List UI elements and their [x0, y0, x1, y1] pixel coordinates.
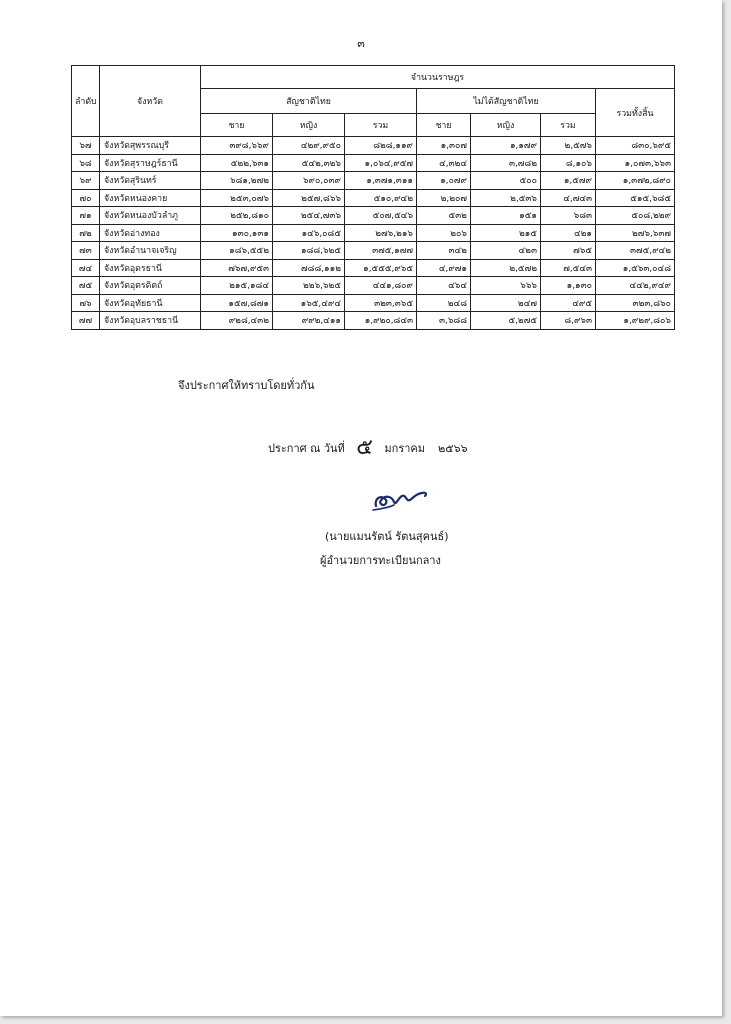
- thai-total-cell: ๑,๓๗๑,๓๑๑: [345, 172, 417, 190]
- non-thai-male-cell: ๔๖๔: [417, 277, 471, 295]
- non-thai-male-cell: ๒,๒๐๗: [417, 189, 471, 207]
- thai-female-cell: ๒๕๔,๗๓๖: [273, 207, 345, 225]
- table-row: [72, 137, 675, 155]
- thai-total-cell: ๒๗๖,๒๑๖: [345, 224, 417, 242]
- header-non-thai-male: ชาย: [417, 114, 471, 137]
- non-thai-male-cell: ๕๓๒: [417, 207, 471, 225]
- table-row: [72, 172, 675, 190]
- row-province-cell: จังหวัดอุตรดิตถ์: [100, 277, 201, 295]
- thai-male-cell: ๑๘๖,๕๕๒: [201, 242, 273, 260]
- thai-total-cell: ๔๔๑,๘๐๙: [345, 277, 417, 295]
- row-province-cell: จังหวัดอ่างทอง: [100, 224, 201, 242]
- non-thai-total-cell: ๑,๑๓๐: [541, 277, 596, 295]
- non-thai-male-cell: ๑,๐๗๙: [417, 172, 471, 190]
- thai-male-cell: ๖๘๑,๒๗๒: [201, 172, 273, 190]
- row-province-cell: จังหวัดสุรินทร์: [100, 172, 201, 190]
- thai-total-cell: ๕๑๐,๙๔๒: [345, 189, 417, 207]
- non-thai-female-cell: ๕,๒๗๕: [471, 312, 541, 330]
- row-index-cell: ๖๙: [72, 172, 100, 190]
- thai-total-cell: ๕๐๗,๕๔๖: [345, 207, 417, 225]
- grand-total-cell: ๓๗๕,๙๔๒: [596, 242, 675, 260]
- grand-total-cell: ๕๑๕,๖๘๕: [596, 189, 675, 207]
- table-row: [72, 242, 675, 260]
- page-number: ๓: [357, 37, 365, 50]
- thai-male-cell: ๒๕๓,๐๗๖: [201, 189, 273, 207]
- table-row: [72, 294, 675, 312]
- closing-statement: จึงประกาศให้ทราบโดยทั่วกัน: [178, 379, 315, 392]
- row-index-cell: ๗๗: [72, 312, 100, 330]
- grand-total-cell: ๘๓๐,๖๙๕: [596, 137, 675, 155]
- thai-total-cell: ๘๒๘,๑๑๙: [345, 137, 417, 155]
- signer-title: ผู้อำนวยการทะเบียนกลาง: [320, 554, 441, 567]
- non-thai-male-cell: ๔,๓๒๔: [417, 154, 471, 172]
- announcement-day: ๕: [356, 435, 373, 460]
- non-thai-total-cell: ๘,๑๐๖: [541, 154, 596, 172]
- thai-male-cell: ๑๓๐,๑๓๑: [201, 224, 273, 242]
- thai-total-cell: ๑,๕๕๕,๙๖๕: [345, 259, 417, 277]
- thai-female-cell: ๙๙๒,๔๑๑: [273, 312, 345, 330]
- header-non-thai-female: หญิง: [471, 114, 541, 137]
- signature-image: [370, 484, 430, 512]
- thai-female-cell: ๗๘๘,๑๑๒: [273, 259, 345, 277]
- thai-male-cell: ๙๒๘,๔๓๒: [201, 312, 273, 330]
- thai-male-cell: ๑๕๗,๘๗๑: [201, 294, 273, 312]
- announcement-month: มกราคม: [384, 442, 426, 455]
- thai-female-cell: ๑๖๕,๔๙๔: [273, 294, 345, 312]
- announcement-prefix: ประกาศ ณ วันที่: [268, 442, 345, 455]
- header-province: จังหวัด: [100, 66, 201, 137]
- row-index-cell: ๗๖: [72, 294, 100, 312]
- row-province-cell: จังหวัดหนองคาย: [100, 189, 201, 207]
- thai-female-cell: ๔๒๙,๙๕๐: [273, 137, 345, 155]
- row-province-cell: จังหวัดสุพรรณบุรี: [100, 137, 201, 155]
- thai-total-cell: ๓๗๕,๑๗๗: [345, 242, 417, 260]
- grand-total-cell: ๕๐๘,๒๒๙: [596, 207, 675, 225]
- row-index-cell: ๗๔: [72, 259, 100, 277]
- announcement-date: [268, 427, 468, 462]
- row-index-cell: ๗๑: [72, 207, 100, 225]
- row-province-cell: จังหวัดหนองบัวลำภู: [100, 207, 201, 225]
- signer-name: (นายแมนรัตน์ รัตนสุคนธ์): [325, 530, 449, 543]
- table-row: [72, 312, 675, 330]
- row-index-cell: ๗๐: [72, 189, 100, 207]
- non-thai-female-cell: ๒๑๕: [471, 224, 541, 242]
- table-row: [72, 207, 675, 225]
- non-thai-total-cell: ๘,๙๖๓: [541, 312, 596, 330]
- row-index-cell: ๗๒: [72, 224, 100, 242]
- thai-female-cell: ๖๙๐,๐๓๙: [273, 172, 345, 190]
- non-thai-total-cell: ๖๘๓: [541, 207, 596, 225]
- header-thai-male: ชาย: [201, 114, 273, 137]
- non-thai-female-cell: ๔๒๓: [471, 242, 541, 260]
- non-thai-total-cell: ๔๙๕: [541, 294, 596, 312]
- header-thai-female: หญิง: [273, 114, 345, 137]
- table-row: [72, 189, 675, 207]
- thai-female-cell: ๒๕๗,๘๖๖: [273, 189, 345, 207]
- grand-total-cell: ๑,๕๖๓,๐๔๘: [596, 259, 675, 277]
- header-index: ลำดับ: [72, 66, 100, 137]
- population-table: [71, 65, 675, 330]
- grand-total-cell: ๑,๓๗๒,๘๙๐: [596, 172, 675, 190]
- non-thai-male-cell: ๓,๖๘๘: [417, 312, 471, 330]
- table-row: [72, 277, 675, 295]
- row-index-cell: ๗๕: [72, 277, 100, 295]
- row-province-cell: จังหวัดอำนาจเจริญ: [100, 242, 201, 260]
- grand-total-cell: ๓๒๓,๘๖๐: [596, 294, 675, 312]
- row-province-cell: จังหวัดอุดรธานี: [100, 259, 201, 277]
- thai-female-cell: ๕๔๒,๓๒๖: [273, 154, 345, 172]
- thai-total-cell: ๑,๙๒๐,๘๔๓: [345, 312, 417, 330]
- table-row: [72, 224, 675, 242]
- non-thai-total-cell: ๗,๕๔๓: [541, 259, 596, 277]
- thai-total-cell: ๓๒๓,๓๖๕: [345, 294, 417, 312]
- non-thai-total-cell: ๒,๕๗๖: [541, 137, 596, 155]
- row-province-cell: จังหวัดสุราษฎร์ธานี: [100, 154, 201, 172]
- table-row: [72, 259, 675, 277]
- header-thai-total: รวม: [345, 114, 417, 137]
- non-thai-female-cell: ๑๕๑: [471, 207, 541, 225]
- grand-total-cell: ๔๔๒,๙๔๙: [596, 277, 675, 295]
- header-population: จำนวนราษฎร: [201, 66, 675, 89]
- row-province-cell: จังหวัดอุทัยธานี: [100, 294, 201, 312]
- non-thai-female-cell: ๓,๗๘๒: [471, 154, 541, 172]
- non-thai-total-cell: ๔๒๑: [541, 224, 596, 242]
- grand-total-cell: ๒๗๖,๖๓๗: [596, 224, 675, 242]
- header-non-thai-total: รวม: [541, 114, 596, 137]
- thai-male-cell: ๒๑๕,๑๘๔: [201, 277, 273, 295]
- thai-total-cell: ๑,๐๖๔,๙๕๗: [345, 154, 417, 172]
- grand-total-cell: ๑,๙๒๙,๘๐๖: [596, 312, 675, 330]
- non-thai-female-cell: ๑,๑๗๙: [471, 137, 541, 155]
- row-index-cell: ๗๓: [72, 242, 100, 260]
- non-thai-total-cell: ๗๖๕: [541, 242, 596, 260]
- non-thai-female-cell: ๒,๕๗๒: [471, 259, 541, 277]
- non-thai-male-cell: ๑,๓๐๗: [417, 137, 471, 155]
- thai-male-cell: ๗๖๗,๙๕๓: [201, 259, 273, 277]
- grand-total-cell: ๑,๐๗๓,๖๖๓: [596, 154, 675, 172]
- header-non-thai: ไม่ได้สัญชาติไทย: [417, 89, 596, 114]
- thai-male-cell: ๕๒๒,๖๓๑: [201, 154, 273, 172]
- non-thai-total-cell: ๔,๗๔๓: [541, 189, 596, 207]
- header-grand-total: รวมทั้งสิ้น: [596, 89, 675, 137]
- announcement-year: ๒๕๖๖: [438, 442, 468, 455]
- header-thai: สัญชาติไทย: [201, 89, 417, 114]
- row-province-cell: จังหวัดอุบลราชธานี: [100, 312, 201, 330]
- non-thai-female-cell: ๒๔๗: [471, 294, 541, 312]
- thai-female-cell: ๑๔๖,๐๘๕: [273, 224, 345, 242]
- non-thai-male-cell: ๒๐๖: [417, 224, 471, 242]
- thai-female-cell: ๑๘๘,๖๒๕: [273, 242, 345, 260]
- thai-male-cell: ๒๕๒,๘๑๐: [201, 207, 273, 225]
- table-row: [72, 154, 675, 172]
- non-thai-male-cell: ๔,๙๗๑: [417, 259, 471, 277]
- thai-male-cell: ๓๙๘,๖๖๙: [201, 137, 273, 155]
- non-thai-female-cell: ๕๐๐: [471, 172, 541, 190]
- non-thai-total-cell: ๑,๕๗๙: [541, 172, 596, 190]
- non-thai-male-cell: ๓๔๒: [417, 242, 471, 260]
- row-index-cell: ๖๗: [72, 137, 100, 155]
- non-thai-female-cell: ๖๖๖: [471, 277, 541, 295]
- non-thai-female-cell: ๒,๕๓๖: [471, 189, 541, 207]
- row-index-cell: ๖๘: [72, 154, 100, 172]
- non-thai-male-cell: ๒๔๘: [417, 294, 471, 312]
- thai-female-cell: ๒๒๖,๖๒๕: [273, 277, 345, 295]
